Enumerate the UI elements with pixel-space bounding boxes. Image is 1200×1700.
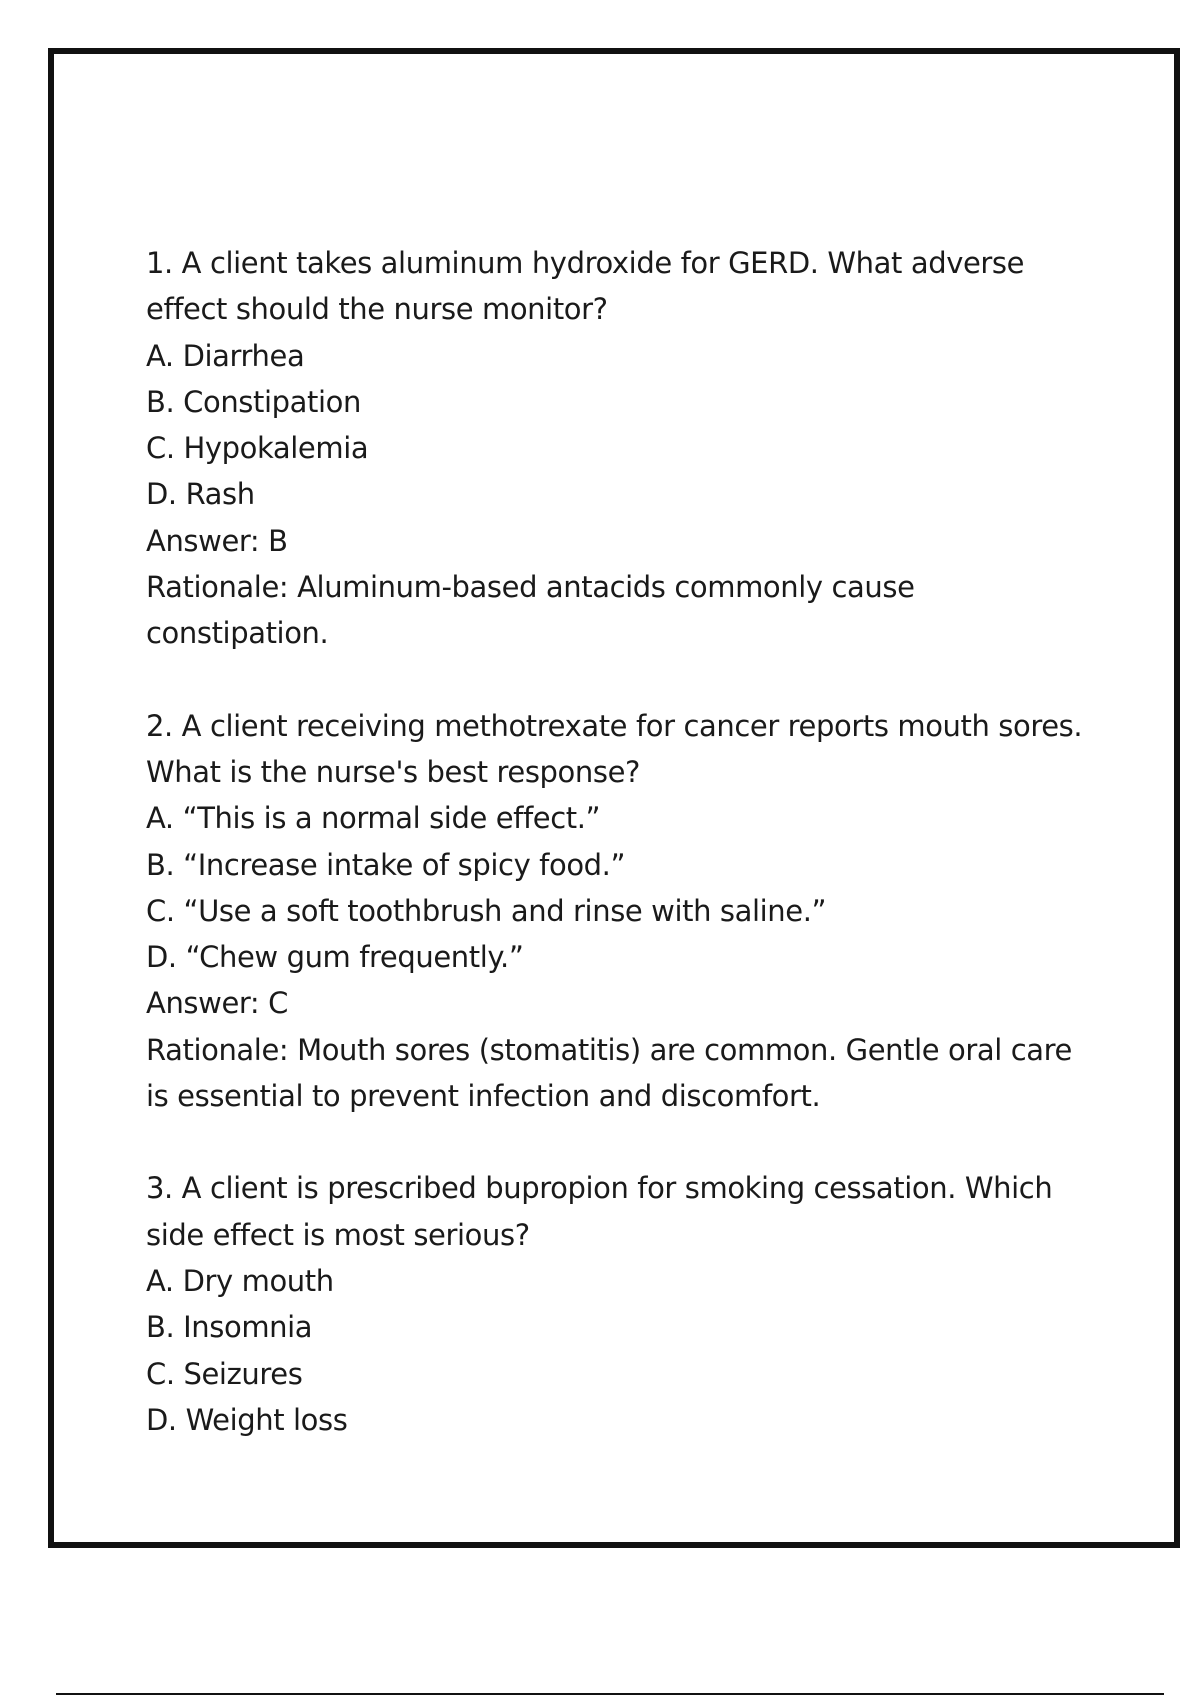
question-1-stem-line-1: 1. A client takes aluminum hydroxide for GERD. What adverse bbox=[146, 246, 1025, 280]
question-2-stem-line-1: 2. A client receiving methotrexate for cancer reports mouth sores. bbox=[146, 708, 1083, 743]
question-2-option-d: D. “Chew gum frequently.” bbox=[146, 940, 524, 975]
question-1-stem-line-2: effect should the nurse monitor? bbox=[146, 292, 608, 327]
question-3-option-b: B. Insomnia bbox=[146, 1310, 313, 1345]
question-3-option-c: C. Seizures bbox=[146, 1356, 303, 1391]
bottom-divider bbox=[56, 1693, 1164, 1695]
question-1-rationale-line-2: constipation. bbox=[146, 616, 329, 651]
question-3 bbox=[146, 1165, 1146, 1443]
question-2-rationale-line-1: Rationale: Mouth sores (stomatitis) are common. Gentle oral care bbox=[146, 1032, 1072, 1067]
question-2-option-a: A. “This is a normal side effect.” bbox=[146, 801, 601, 836]
question-1-rationale-line-1: Rationale: Aluminum-based antacids commonly cause bbox=[146, 570, 915, 605]
question-1-option-a: A. Diarrhea bbox=[146, 338, 305, 373]
question-2 bbox=[146, 703, 1146, 1120]
question-3-stem-line-1: 3. A client is prescribed bupropion for smoking cessation. Which bbox=[146, 1171, 1053, 1206]
question-3-option-d: D. Weight loss bbox=[146, 1402, 348, 1437]
question-1-option-c: C. Hypokalemia bbox=[146, 431, 369, 466]
question-2-option-c: C. “Use a soft toothbrush and rinse with saline.” bbox=[146, 893, 827, 928]
question-2-rationale-line-2: is essential to prevent infection and discomfort. bbox=[146, 1079, 821, 1114]
question-1-answer: Answer: B bbox=[146, 523, 288, 558]
question-2-option-b: B. “Increase intake of spicy food.” bbox=[146, 847, 626, 882]
question-2-stem-line-2: What is the nurse's best response? bbox=[146, 754, 640, 789]
question-3-option-a: A. Dry mouth bbox=[146, 1263, 334, 1298]
question-2-answer: Answer: C bbox=[146, 986, 288, 1021]
question-3-stem-line-2: side effect is most serious? bbox=[146, 1217, 530, 1252]
question-1 bbox=[146, 240, 1146, 657]
question-1-option-d: D. Rash bbox=[146, 477, 255, 512]
question-list bbox=[146, 240, 1146, 1443]
question-1-option-b: B. Constipation bbox=[146, 384, 361, 419]
